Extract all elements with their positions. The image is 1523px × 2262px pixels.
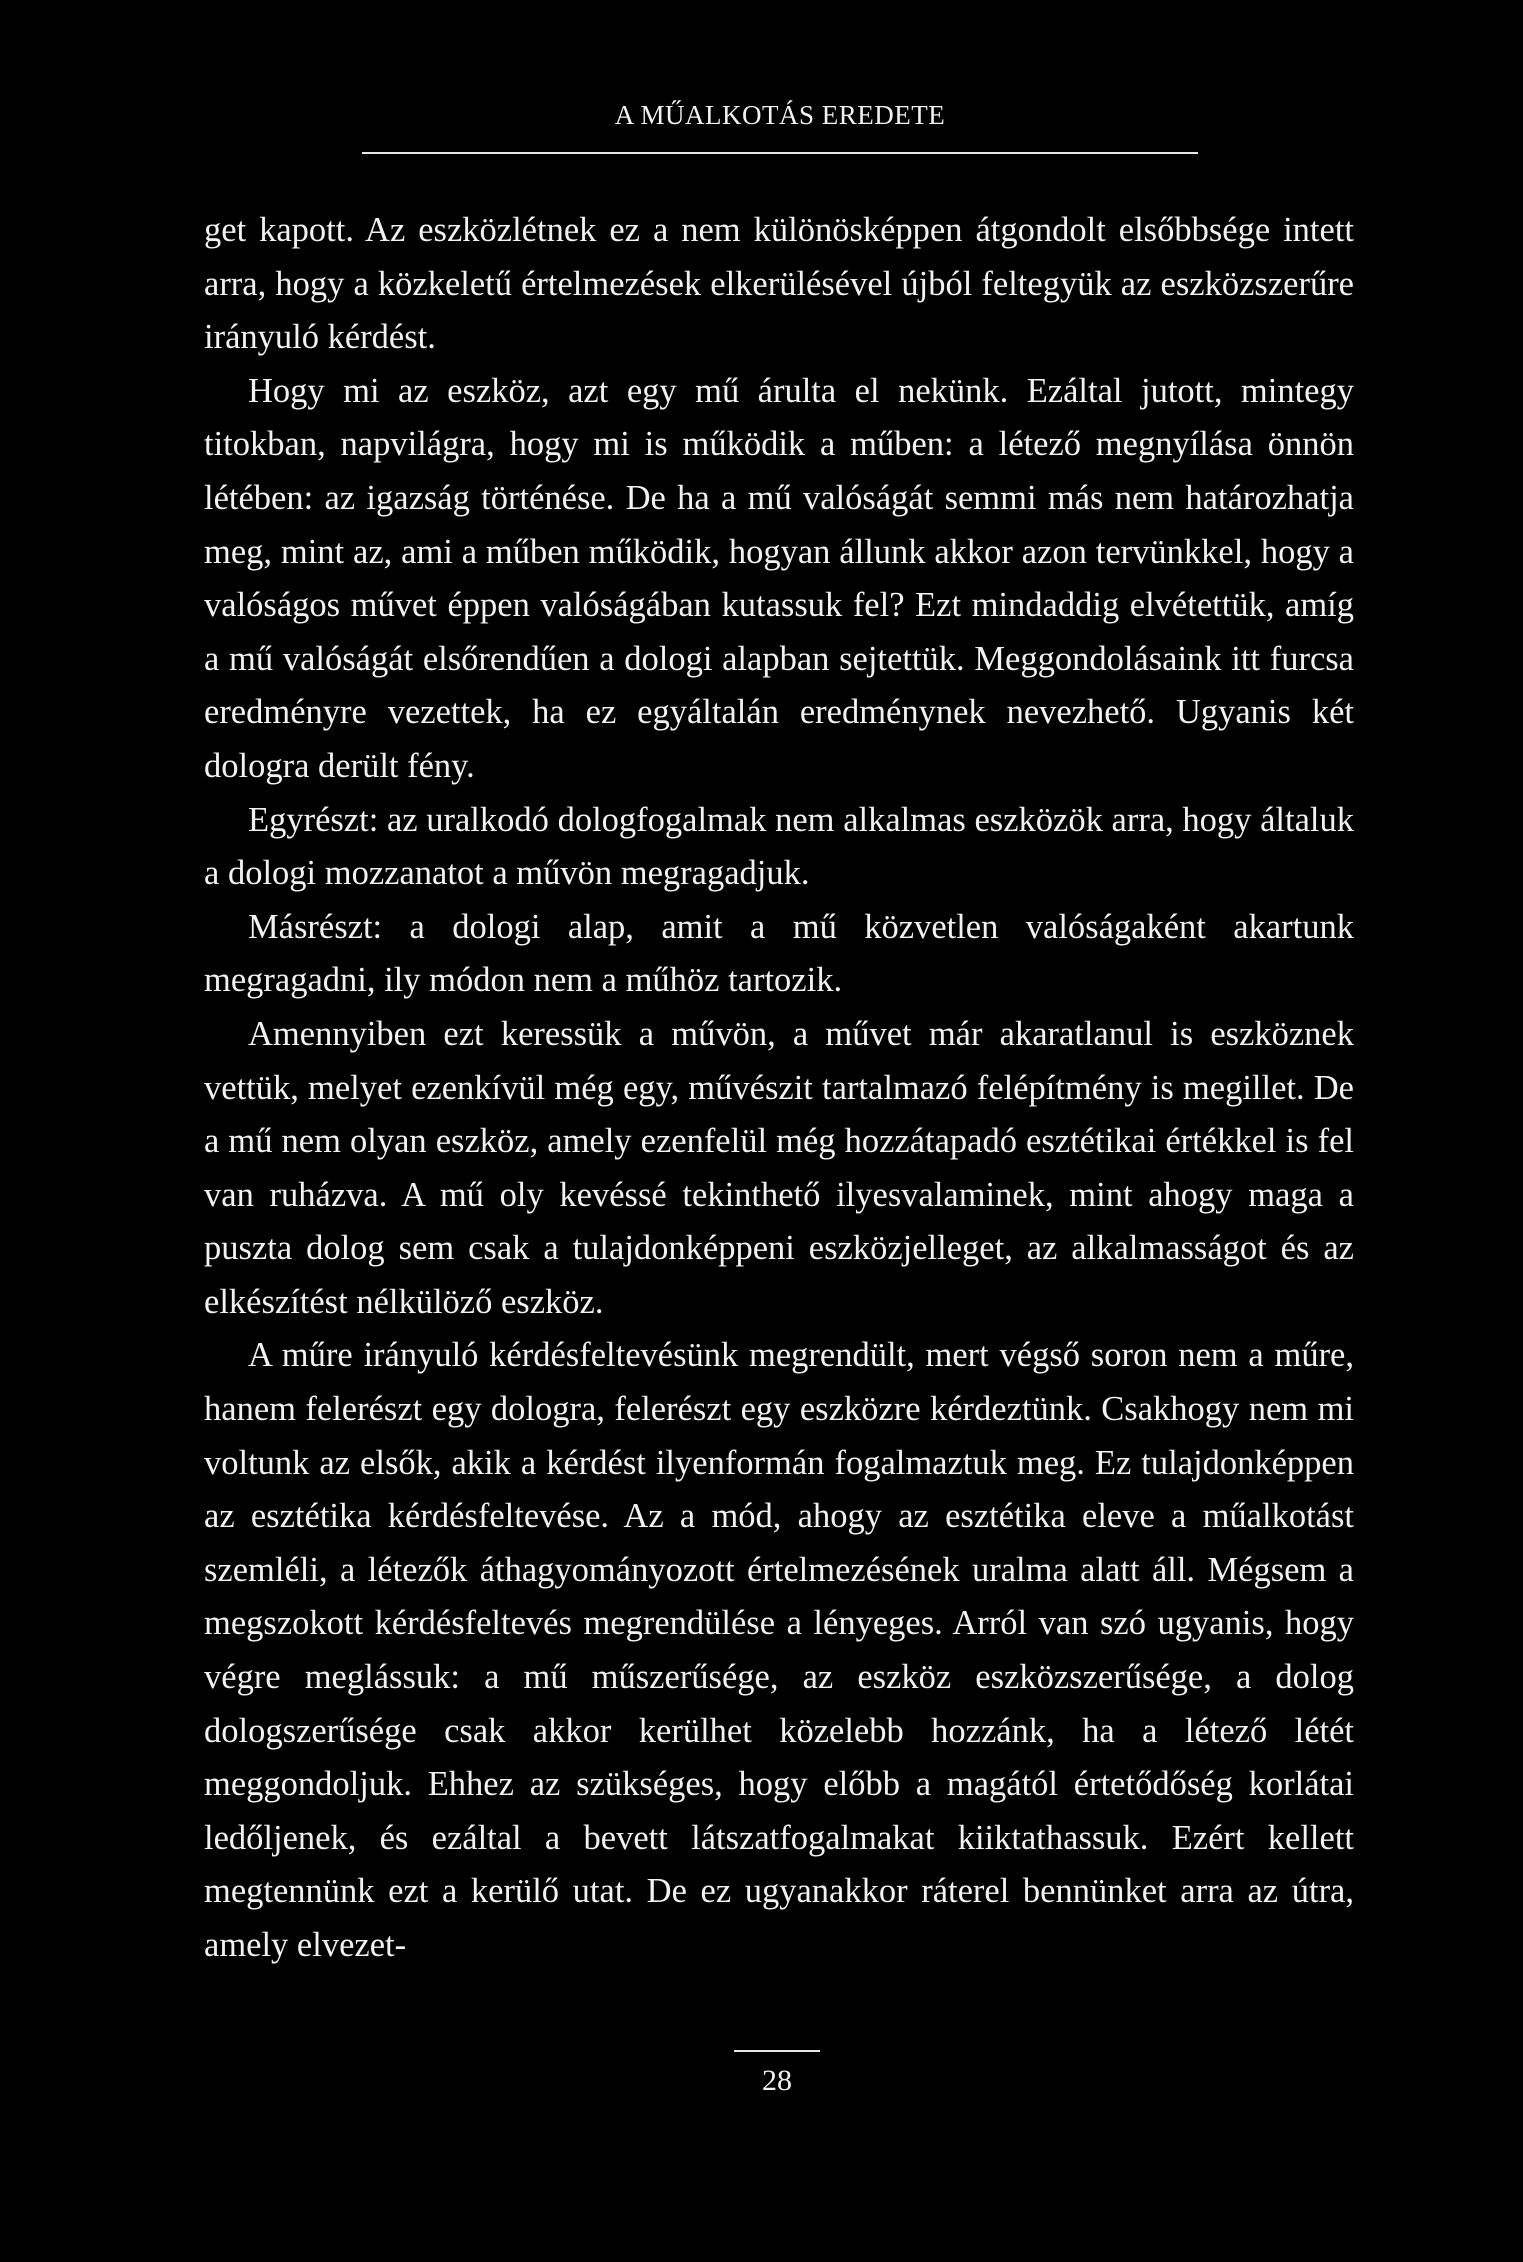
body-text bbox=[204, 204, 1354, 1973]
paragraph: Amennyiben ezt keressük a művön, a művet már akaratlanul is eszköznek vettük, melyet ezenkívül még egy, művészit tartalmazó felépítmény is megillet. De a mű nem olyan eszköz, amely ezenfelül még hozzátapadó esztétikai értékkel is fel van ruházva. A mű oly kevéssé tekinthető ilyesvalaminek, mint ahogy maga a puszta dolog sem csak a tulajdonképpeni eszközjelleget, az alkalmasságot és az elkészítést nélkülöző eszköz. bbox=[204, 1014, 1354, 1321]
paragraph: A műre irányuló kérdésfeltevésünk megrendült, mert végső soron nem a műre, hanem felerészt egy dologra, felerészt egy eszközre kérdeztünk. Csakhogy nem mi voltunk az elsők, akik a kérdést ilyenformán fogalmaztuk meg. Ez tulajdonképpen az esztétika kérdésfeltevése. Az a mód, ahogy az esztétika eleve a műalkotást szemléli, a létezők áthagyományozott értelmezésének uralma alatt áll. Mégsem a megszokott kérdésfeltevés megrendülése a lényeges. Arról van szó ugyanis, hogy végre meglássuk: a mű műszerűsége, az eszköz eszközszerűsége, a dolog dologszerűsége csak akkor kerülhet közelebb hozzánk, ha a létező létét meggondoljuk. Ehhez az szükséges, hogy előbb a magától értetődőség korlátai ledőljenek, és ezáltal a bevett látszatfogalmakat kiiktathassuk. Ezért kellett megtennünk ezt a kerülő utat. De ez ugyanakkor ráterel bennünket arra az útra, amely elvezet- bbox=[204, 1336, 1354, 1964]
page-number: 28 bbox=[762, 2064, 792, 2097]
paragraph: Másrészt: a dologi alap, amit a mű közvetlen valóságaként akartunk megragadni, ily módon nem a műhöz tartozik. bbox=[204, 907, 1354, 1000]
paragraph: Egyrészt: az uralkodó dologfogalmak nem alkalmas eszközök arra, hogy általuk a dologi mozzanatot a művön megragadjuk. bbox=[204, 800, 1354, 893]
running-header: A MŰALKOTÁS EREDETE bbox=[614, 100, 946, 130]
footer-rule bbox=[734, 2050, 820, 2052]
header-rule bbox=[362, 152, 1198, 154]
paragraph: Hogy mi az eszköz, azt egy mű árulta el nekünk. Ezáltal jutott, mintegy titokban, napvilágra, hogy mi is működik a műben: a létező megnyílása önnön létében: az igazság történése. De ha a mű valóságát semmi más nem határozhatja meg, mint az, ami a műben működik, hogyan állunk akkor azon tervünkkel, hogy a valóságos művet éppen valóságában kutassuk fel? Ezt mindaddig elvétettük, amíg a mű valóságát elsőrendűen a dologi alapban sejtettük. Meggondolásaink itt furcsa eredményre vezettek, ha ez egyáltalán eredménynek nevezhető. Ugyanis két dologra derült fény. bbox=[204, 371, 1354, 785]
paragraph-continuation: get kapott. Az eszközlétnek ez a nem különösképpen átgondolt elsőbbsége intett arra, hogy a közkeletű értelmezések elkerülésével újból feltegyük az eszközszerűre irányuló kérdést. bbox=[204, 211, 1354, 357]
